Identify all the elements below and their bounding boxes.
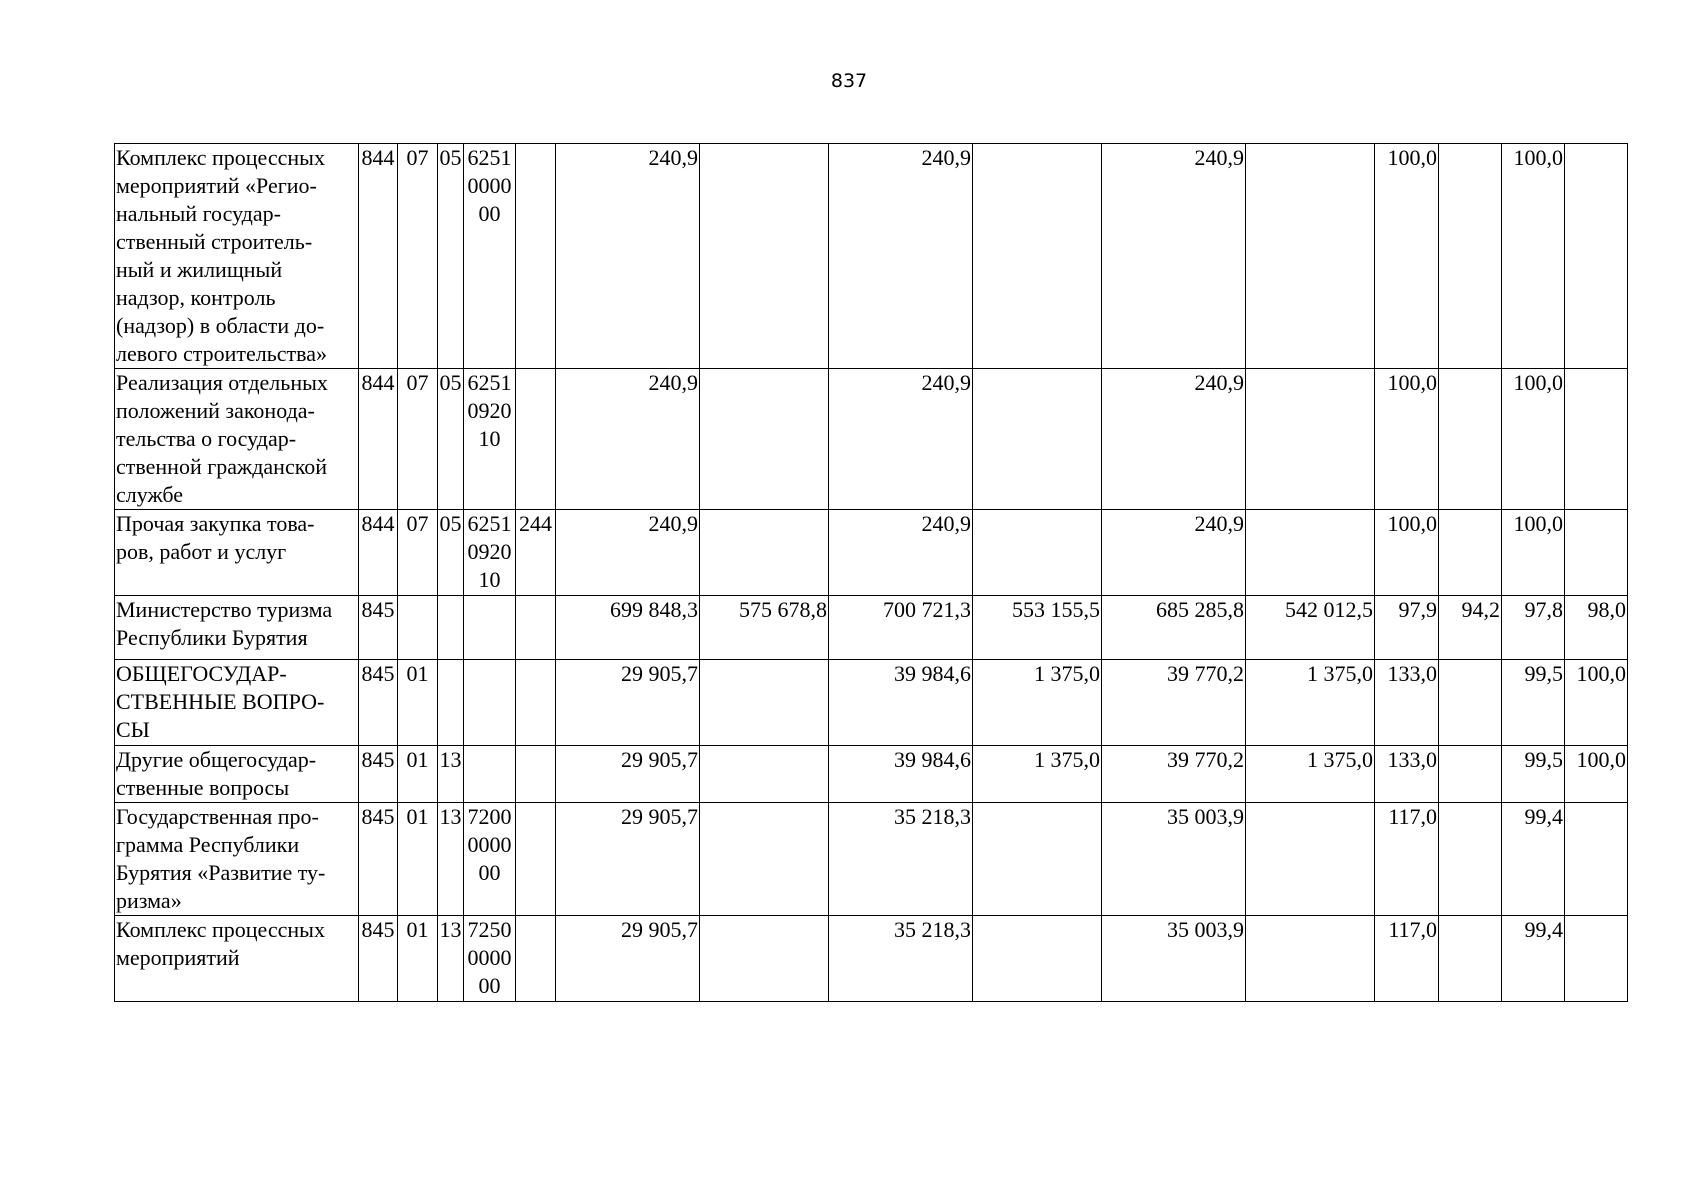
executed-total-cell: 39 770,2 [1102, 660, 1246, 746]
percent-revised-total-cell: 97,8 [1502, 596, 1565, 660]
revised-federal-cell: 1 375,0 [973, 660, 1102, 746]
approved-federal-cell [700, 144, 829, 369]
expense-type-code-cell [516, 369, 556, 510]
executed-total-cell: 240,9 [1102, 144, 1246, 369]
percent-approved-federal-cell [1439, 916, 1502, 1002]
approved-total-cell: 240,9 [556, 369, 700, 510]
executed-federal-cell [1246, 916, 1375, 1002]
revised-total-cell: 35 218,3 [829, 916, 973, 1002]
percent-approved-total-cell: 133,0 [1375, 660, 1439, 746]
subsection-code-cell: 13 [438, 803, 464, 916]
expense-type-code-cell [516, 144, 556, 369]
revised-federal-cell [973, 369, 1102, 510]
table-row [115, 510, 1628, 596]
revised-federal-cell [973, 803, 1102, 916]
percent-approved-total-cell: 133,0 [1375, 746, 1439, 803]
executed-federal-cell: 1 375,0 [1246, 746, 1375, 803]
ved-code-cell: 845 [359, 746, 398, 803]
percent-approved-total-cell: 100,0 [1375, 144, 1439, 369]
revised-total-cell: 39 984,6 [829, 746, 973, 803]
percent-revised-federal-cell: 100,0 [1565, 660, 1628, 746]
table-row [115, 746, 1628, 803]
budget-table [114, 143, 1628, 1002]
percent-approved-total-cell: 117,0 [1375, 803, 1439, 916]
revised-total-cell: 240,9 [829, 144, 973, 369]
section-code-cell: 07 [398, 510, 438, 596]
approved-federal-cell [700, 803, 829, 916]
percent-approved-total-cell: 100,0 [1375, 369, 1439, 510]
percent-approved-federal-cell [1439, 660, 1502, 746]
target-article-code-cell [464, 596, 516, 660]
expense-type-code-cell [516, 916, 556, 1002]
target-article-code-cell [464, 660, 516, 746]
row-name-cell: Комплекс процессных мероприятий «Регио- нальный государ- ственный строитель- ный и жилищный надзор, контроль (надзор) в области до- левого строительства» [115, 144, 359, 369]
approved-total-cell: 29 905,7 [556, 803, 700, 916]
approved-total-cell: 240,9 [556, 510, 700, 596]
subsection-code-cell: 13 [438, 916, 464, 1002]
executed-federal-cell: 542 012,5 [1246, 596, 1375, 660]
revised-federal-cell [973, 510, 1102, 596]
percent-revised-federal-cell [1565, 916, 1628, 1002]
ved-code-cell: 844 [359, 144, 398, 369]
approved-total-cell: 240,9 [556, 144, 700, 369]
percent-approved-federal-cell: 94,2 [1439, 596, 1502, 660]
table-row [115, 660, 1628, 746]
executed-total-cell: 35 003,9 [1102, 916, 1246, 1002]
subsection-code-cell: 05 [438, 510, 464, 596]
row-name-cell: Министерство туризма Республики Бурятия [115, 596, 359, 660]
percent-revised-total-cell: 99,4 [1502, 803, 1565, 916]
percent-approved-total-cell: 117,0 [1375, 916, 1439, 1002]
target-article-code-cell: 7250 0000 00 [464, 916, 516, 1002]
subsection-code-cell [438, 596, 464, 660]
percent-revised-total-cell: 99,4 [1502, 916, 1565, 1002]
percent-approved-federal-cell [1439, 144, 1502, 369]
executed-total-cell: 685 285,8 [1102, 596, 1246, 660]
approved-federal-cell [700, 510, 829, 596]
revised-federal-cell [973, 144, 1102, 369]
table-row [115, 803, 1628, 916]
section-code-cell: 01 [398, 803, 438, 916]
revised-total-cell: 240,9 [829, 369, 973, 510]
row-name-cell: Реализация отдельных положений законода- тельства о государ- ственной гражданской службе [115, 369, 359, 510]
approved-total-cell: 29 905,7 [556, 660, 700, 746]
revised-total-cell: 35 218,3 [829, 803, 973, 916]
approved-federal-cell: 575 678,8 [700, 596, 829, 660]
executed-federal-cell [1246, 144, 1375, 369]
subsection-code-cell [438, 660, 464, 746]
percent-revised-total-cell: 100,0 [1502, 144, 1565, 369]
expense-type-code-cell [516, 746, 556, 803]
table-row [115, 596, 1628, 660]
row-name-cell: Государственная про- грамма Республики Бурятия «Развитие ту- ризма» [115, 803, 359, 916]
page-number: 837 [830, 70, 868, 92]
ved-code-cell: 845 [359, 803, 398, 916]
table-row [115, 144, 1628, 369]
percent-revised-total-cell: 99,5 [1502, 746, 1565, 803]
percent-revised-federal-cell [1565, 803, 1628, 916]
expense-type-code-cell [516, 660, 556, 746]
percent-approved-federal-cell [1439, 803, 1502, 916]
revised-total-cell: 240,9 [829, 510, 973, 596]
percent-revised-total-cell: 99,5 [1502, 660, 1565, 746]
revised-federal-cell: 1 375,0 [973, 746, 1102, 803]
target-article-code-cell: 6251 0920 10 [464, 510, 516, 596]
ved-code-cell: 844 [359, 510, 398, 596]
target-article-code-cell: 7200 0000 00 [464, 803, 516, 916]
percent-revised-federal-cell [1565, 369, 1628, 510]
subsection-code-cell: 05 [438, 369, 464, 510]
executed-total-cell: 240,9 [1102, 510, 1246, 596]
executed-total-cell: 35 003,9 [1102, 803, 1246, 916]
percent-approved-federal-cell [1439, 746, 1502, 803]
percent-revised-federal-cell: 98,0 [1565, 596, 1628, 660]
table-row [115, 369, 1628, 510]
percent-revised-total-cell: 100,0 [1502, 369, 1565, 510]
target-article-code-cell: 6251 0920 10 [464, 369, 516, 510]
percent-approved-federal-cell [1439, 510, 1502, 596]
row-name-cell: Прочая закупка това- ров, работ и услуг [115, 510, 359, 596]
percent-revised-federal-cell [1565, 510, 1628, 596]
percent-approved-federal-cell [1439, 369, 1502, 510]
revised-total-cell: 700 721,3 [829, 596, 973, 660]
executed-total-cell: 39 770,2 [1102, 746, 1246, 803]
expense-type-code-cell [516, 803, 556, 916]
target-article-code-cell [464, 746, 516, 803]
expense-type-code-cell: 244 [516, 510, 556, 596]
subsection-code-cell: 13 [438, 746, 464, 803]
target-article-code-cell: 6251 0000 00 [464, 144, 516, 369]
revised-federal-cell [973, 916, 1102, 1002]
approved-federal-cell [700, 746, 829, 803]
executed-federal-cell [1246, 369, 1375, 510]
section-code-cell [398, 596, 438, 660]
row-name-cell: Другие общегосудар- ственные вопросы [115, 746, 359, 803]
row-name-cell: ОБЩЕГОСУДАР- СТВЕННЫЕ ВОПРО- СЫ [115, 660, 359, 746]
ved-code-cell: 845 [359, 660, 398, 746]
approved-federal-cell [700, 369, 829, 510]
revised-federal-cell: 553 155,5 [973, 596, 1102, 660]
section-code-cell: 01 [398, 660, 438, 746]
section-code-cell: 07 [398, 369, 438, 510]
section-code-cell: 01 [398, 916, 438, 1002]
approved-federal-cell [700, 660, 829, 746]
row-name-cell: Комплекс процессных мероприятий [115, 916, 359, 1002]
ved-code-cell: 844 [359, 369, 398, 510]
percent-approved-total-cell: 97,9 [1375, 596, 1439, 660]
percent-revised-total-cell: 100,0 [1502, 510, 1565, 596]
executed-federal-cell [1246, 510, 1375, 596]
percent-revised-federal-cell [1565, 144, 1628, 369]
approved-federal-cell [700, 916, 829, 1002]
executed-total-cell: 240,9 [1102, 369, 1246, 510]
approved-total-cell: 29 905,7 [556, 916, 700, 1002]
expense-type-code-cell [516, 596, 556, 660]
table-row [115, 916, 1628, 1002]
section-code-cell: 07 [398, 144, 438, 369]
ved-code-cell: 845 [359, 916, 398, 1002]
executed-federal-cell [1246, 803, 1375, 916]
percent-approved-total-cell: 100,0 [1375, 510, 1439, 596]
approved-total-cell: 29 905,7 [556, 746, 700, 803]
subsection-code-cell: 05 [438, 144, 464, 369]
executed-federal-cell: 1 375,0 [1246, 660, 1375, 746]
revised-total-cell: 39 984,6 [829, 660, 973, 746]
percent-revised-federal-cell: 100,0 [1565, 746, 1628, 803]
ved-code-cell: 845 [359, 596, 398, 660]
section-code-cell: 01 [398, 746, 438, 803]
approved-total-cell: 699 848,3 [556, 596, 700, 660]
